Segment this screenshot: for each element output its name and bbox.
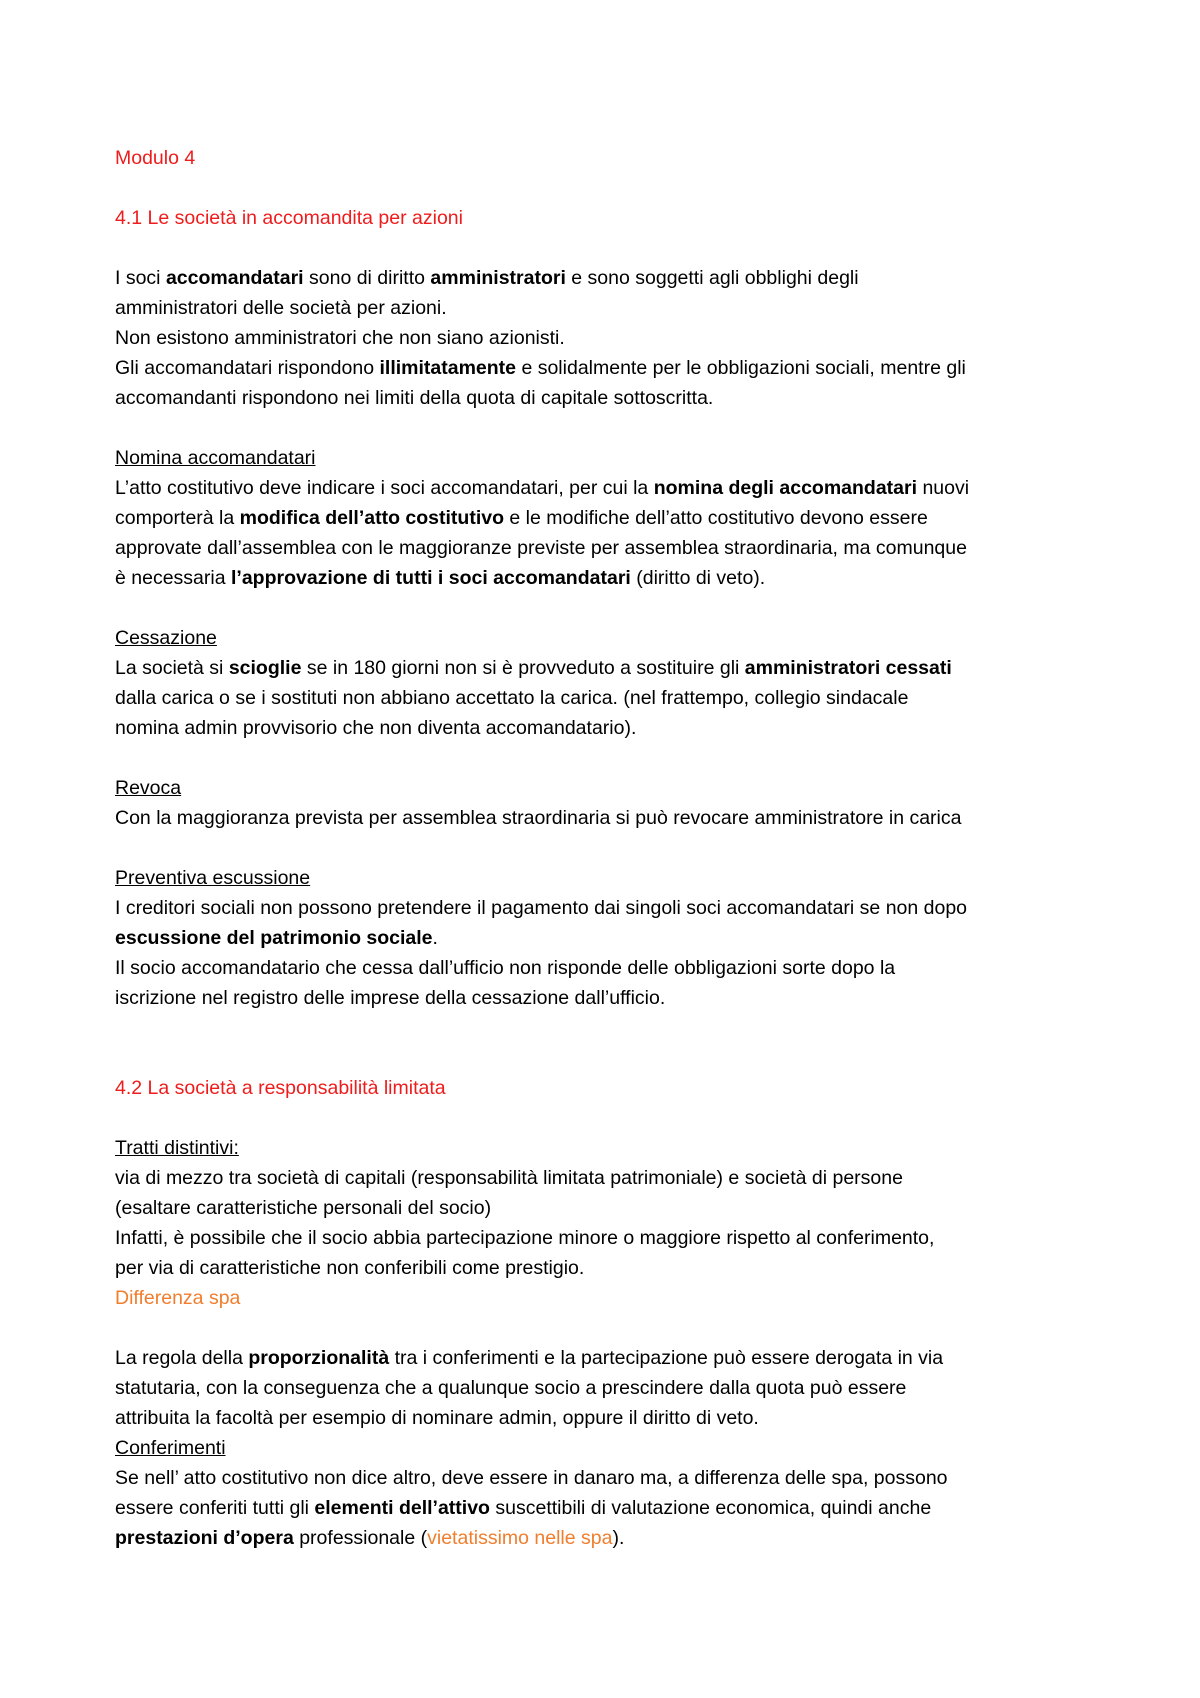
subheading-conferimenti: Conferimenti bbox=[115, 1437, 226, 1459]
text-line: essere conferiti tutti gli elementi dell’attivo suscettibili di valutazione economica, quindi anche bbox=[115, 1497, 932, 1519]
section-heading-4-1: 4.1 Le società in accomandita per azioni bbox=[115, 207, 463, 229]
paragraph-soci-accomandatari bbox=[115, 263, 1120, 413]
paragraph-conferimenti bbox=[115, 1433, 1120, 1553]
section-heading-4-2: 4.2 La società a responsabilità limitata bbox=[115, 1077, 446, 1099]
subheading-nomina-accomandatari: Nomina accomandatari bbox=[115, 447, 316, 469]
text-line: Gli accomandatari rispondono illimitatamente e solidalmente per le obbligazioni sociali, mentre gli bbox=[115, 357, 966, 379]
paragraph-tratti-distintivi bbox=[115, 1133, 1120, 1313]
text-line: Con la maggioranza prevista per assemblea straordinaria si può revocare amministratore in carica bbox=[115, 807, 962, 829]
subheading-revoca: Revoca bbox=[115, 777, 182, 799]
paragraph-revoca bbox=[115, 773, 1120, 833]
text-line: attribuita la facoltà per esempio di nominare admin, oppure il diritto di veto. bbox=[115, 1407, 759, 1429]
text-line: statutaria, con la conseguenza che a qualunque socio a prescindere dalla quota può essere bbox=[115, 1377, 907, 1399]
text-line: I creditori sociali non possono pretendere il pagamento dai singoli soci accomandatari se non dopo bbox=[115, 897, 968, 919]
vietatissimo-note: vietatissimo nelle spa bbox=[427, 1527, 613, 1549]
text-line: Il socio accomandatario che cessa dall’ufficio non risponde delle obbligazioni sorte dopo la bbox=[115, 957, 896, 979]
text-line: Se nell’ atto costitutivo non dice altro, deve essere in danaro ma, a differenza delle spa, possono bbox=[115, 1467, 948, 1489]
text-line: I soci accomandatari sono di diritto amministratori e sono soggetti agli obblighi degli bbox=[115, 267, 859, 289]
text-line: per via di caratteristiche non conferibili come prestigio. bbox=[115, 1257, 585, 1279]
paragraph-preventiva-escussione bbox=[115, 863, 1120, 1013]
subheading-tratti-distintivi: Tratti distintivi: bbox=[115, 1137, 239, 1159]
text-line: La società si scioglie se in 180 giorni non si è provveduto a sostituire gli amministratori cessati bbox=[115, 657, 952, 679]
text-line: amministratori delle società per azioni. bbox=[115, 297, 447, 319]
module-title: Modulo 4 bbox=[115, 147, 196, 169]
text-line: è necessaria l’approvazione di tutti i soci accomandatari (diritto di veto). bbox=[115, 567, 766, 589]
text-line: iscrizione nel registro delle imprese della cessazione dall’ufficio. bbox=[115, 987, 666, 1009]
text-line: Non esistono amministratori che non siano azionisti. bbox=[115, 327, 565, 349]
text-line: prestazioni d’opera professionale (vietatissimo nelle spa). bbox=[115, 1527, 625, 1549]
text-line: approvate dall’assemblea con le maggioranze previste per assemblea straordinaria, ma comunque bbox=[115, 537, 967, 559]
text-line: escussione del patrimonio sociale. bbox=[115, 927, 438, 949]
text-line: via di mezzo tra società di capitali (responsabilità limitata patrimoniale) e società di persone bbox=[115, 1167, 903, 1189]
text-line: Infatti, è possibile che il socio abbia partecipazione minore o maggiore rispetto al conferimento, bbox=[115, 1227, 935, 1249]
text-line: (esaltare caratteristiche personali del socio) bbox=[115, 1197, 492, 1219]
text-line: accomandanti rispondono nei limiti della quota di capitale sottoscritta. bbox=[115, 387, 714, 409]
text-line: comporterà la modifica dell’atto costitutivo e le modifiche dell’atto costitutivo devono essere bbox=[115, 507, 928, 529]
text-line: L’atto costitutivo deve indicare i soci accomandatari, per cui la nomina degli accomandatari nuovi bbox=[115, 477, 970, 499]
paragraph-cessazione bbox=[115, 623, 1120, 743]
text-line: La regola della proporzionalità tra i conferimenti e la partecipazione può essere derogata in via bbox=[115, 1347, 944, 1369]
text-line: nomina admin provvisorio che non diventa accomandatario). bbox=[115, 717, 637, 739]
text-line: dalla carica o se i sostituti non abbiano accettato la carica. (nel frattempo, collegio sindacale bbox=[115, 687, 909, 709]
subheading-cessazione: Cessazione bbox=[115, 627, 217, 649]
paragraph-proporzionalita bbox=[115, 1343, 1120, 1433]
subheading-preventiva-escussione: Preventiva escussione bbox=[115, 867, 311, 889]
differenza-spa-note: Differenza spa bbox=[115, 1287, 241, 1309]
paragraph-nomina bbox=[115, 443, 1120, 593]
